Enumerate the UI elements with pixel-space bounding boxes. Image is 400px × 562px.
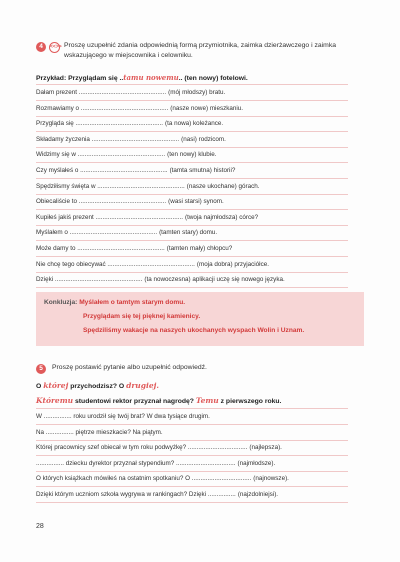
item-text: Której pracownicy szef obiecał w tym roku podwyżkę? .................................. (36, 444, 248, 452)
exercise-4-instruction (64, 41, 374, 61)
divider (36, 162, 348, 163)
divider (36, 502, 348, 503)
item-text: Może damy to .................................................. (36, 245, 165, 252)
item-hint: (ta nowa) koleżance. (165, 120, 224, 128)
divider (36, 287, 348, 288)
item-text: Kupiłeś jakiś prezent .................................................. (36, 213, 183, 221)
divider (36, 424, 348, 425)
item-hint: (ten nowy) klubie. (167, 151, 217, 159)
item-hint: (najzdolniejsi). (237, 491, 279, 498)
item-text: Rozmawiamy o .................................................. (36, 104, 169, 112)
divider (36, 486, 348, 487)
divider (36, 440, 348, 441)
item-hint: (tamten mały) chłopcu? (166, 245, 233, 252)
example-1-part-a: O (36, 383, 42, 390)
example-suffix: .. (ten nowy) fotelowi. (178, 75, 248, 82)
divider (36, 116, 348, 117)
example-1-handwritten-2: drugiej. (126, 381, 159, 390)
divider (36, 209, 348, 210)
item-text: Dałam prezent .................................................. (36, 89, 167, 96)
item-hint: (wasi starsi) synom. (168, 198, 224, 206)
example-prefix: Przykład: Przyglądam się .. (36, 75, 124, 82)
example-2-handwritten-2: Temu (195, 396, 219, 405)
item-text: Przygląda się .................................................. (36, 120, 164, 128)
conclusion-line-1 (44, 299, 185, 306)
divider (36, 100, 348, 101)
item-text: Nie chcę tego obiecywać .................................................. (36, 260, 195, 268)
item-hint: (tamta smutna) historii? (169, 167, 236, 174)
item-text: Na ................ piętrze mieszkacie? Na piątym. (36, 428, 163, 436)
divider (36, 408, 348, 409)
item-text: Składamy życzenia .................................................. (36, 135, 180, 143)
item-text: Czy myślałeś o .................................................. (36, 167, 168, 174)
instruction-line-2: wskazującego w miejscownika i celowniku. (64, 52, 193, 59)
instruction-line-1: Proszę uzupełnić zdania odpowiednią formą przymiotnika, zaimka dzierżawczego i zaimka (64, 42, 337, 49)
example-handwritten: tamu nowemu (123, 73, 179, 82)
exercise-4-number: 4 (36, 42, 46, 52)
divider (36, 240, 348, 241)
divider (36, 84, 348, 85)
exercise-5-example-2 (36, 396, 281, 405)
item-hint: (najmłodsze). (237, 459, 276, 467)
conclusion-box (36, 292, 364, 346)
item-hint: (twoja najmłodsza) córce? (184, 213, 259, 221)
item-hint: (ta nowoczesna) aplikacji uczę się nowego języka. (144, 276, 285, 284)
divider (36, 256, 348, 257)
item-hint: (tamten stary) domu. (159, 229, 218, 237)
page-number: 28 (36, 523, 44, 530)
conclusion-line-3: Spędziliśmy wakacje na naszych ukochanych wyspach Wolin i Uznam. (83, 327, 305, 334)
divider (36, 272, 348, 273)
item-hint: (mój młodszy) bratu. (168, 89, 226, 96)
divider (36, 131, 348, 132)
item-text: Spędziłismy święta w .................................................. (36, 182, 185, 190)
item-text: Dzięki .................................................. (36, 276, 143, 284)
item-text: Dzięki którym uczniom szkoła wygrywa w rankingach? Dzięki ................ (36, 491, 236, 498)
item-text: O których książkach mówiłeś na ostatnim spotkaniu? O .................................. (36, 475, 252, 483)
item-text: Widzimy się w .................................................. (36, 151, 166, 159)
item-hint: (nasze nowe) mieszkaniu. (170, 104, 244, 112)
example-1-part-c: przychodzisz? O (70, 383, 125, 390)
divider (36, 178, 348, 179)
item-text: Obiecaliście to .................................................. (36, 198, 167, 206)
example-1-handwritten-1: której (43, 381, 69, 390)
speech-icon: <<>> (49, 42, 60, 53)
divider (36, 225, 348, 226)
item-hint: (moja dobra) przyjaciółce. (196, 260, 269, 268)
divider (36, 455, 348, 456)
example-2-handwritten-1: Któremu (36, 396, 74, 405)
example-2-part-b: studentowi rektor przyznał nagrodę? (75, 398, 194, 405)
item-text: Myślałem o .................................................. (36, 229, 158, 237)
item-hint: (najlepsza). (249, 444, 282, 452)
exercise-5-number: 5 (36, 364, 46, 374)
exercise-5-instruction: Proszę postawić pytanie albo uzupełnić odpowiedź. (52, 364, 207, 371)
divider (36, 194, 348, 195)
item-hint: (nasze ukochane) górach. (186, 182, 260, 190)
divider (36, 471, 348, 472)
item-text: ................ dziecku dyrektor przyznał stypendium? .................................. (36, 459, 236, 467)
conclusion-line-2: Przyglądam się tej pięknej kamienicy. (83, 313, 201, 320)
item-hint: (najnowsze). (253, 475, 289, 483)
divider (36, 147, 348, 148)
item-hint: (nasi) rodzicom. (181, 135, 226, 143)
item-text: W ................ roku urodził się twój brat? W dwa tysiące drugim. (36, 413, 210, 420)
conclusion-label: Konkluzja: (44, 299, 78, 306)
example-2-part-d: z pierwszego roku. (220, 398, 282, 405)
exercise-5-example-1 (36, 381, 159, 390)
conclusion-text-1: Myślałem o tamtym starym domu. (79, 299, 186, 306)
example-line (36, 73, 248, 82)
